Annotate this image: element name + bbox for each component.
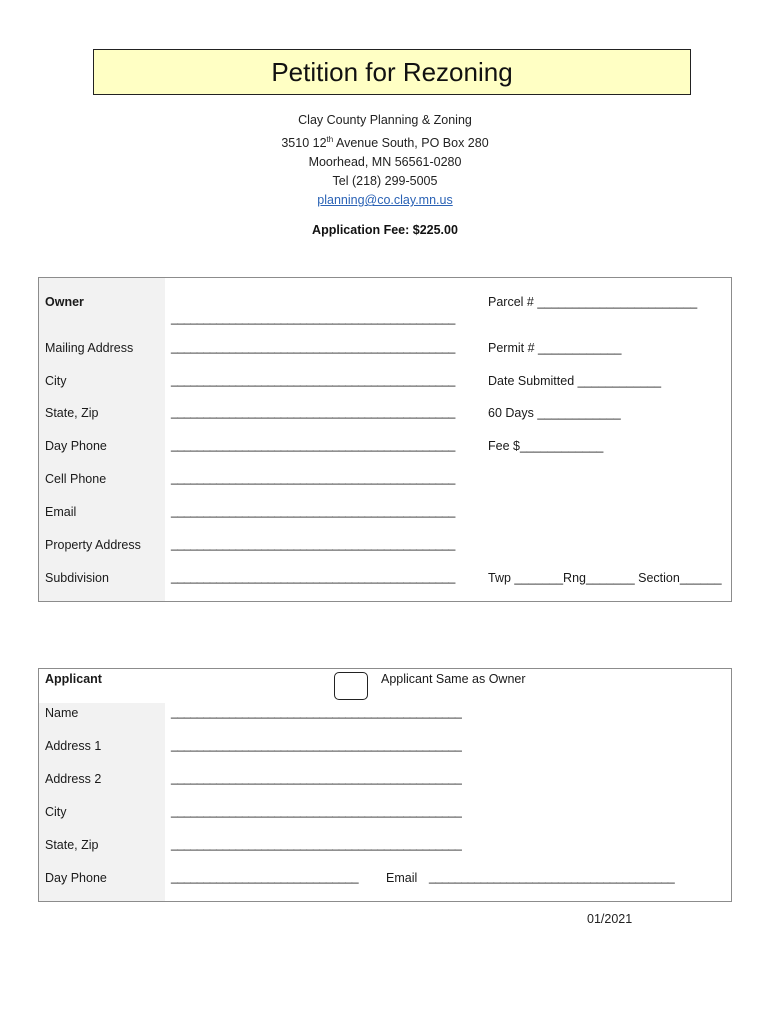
office-email-link[interactable]: planning@co.clay.mn.us — [317, 193, 453, 208]
applicant-state-zip-field[interactable]: _____________________________________________ — [171, 837, 462, 851]
subdivision-field[interactable]: ____________________________________________ — [171, 570, 455, 584]
applicant-name-label: Name — [45, 706, 79, 720]
office-city-line: Moorhead, MN 56561-0280 — [308, 155, 462, 170]
applicant-email-field[interactable]: ______________________________________ — [429, 870, 675, 884]
office-street — [0, 130, 770, 153]
state-zip-label: State, Zip — [45, 406, 99, 420]
date-submitted-field[interactable]: Date Submitted ____________ — [488, 374, 662, 388]
page-title — [93, 49, 691, 95]
email-field[interactable]: ____________________________________________ — [171, 504, 455, 518]
applicant-address2-label: Address 2 — [45, 772, 102, 786]
state-zip-field[interactable]: ____________________________________________ — [171, 405, 455, 419]
applicant-heading: Applicant — [45, 672, 102, 686]
mailing-address-label: Mailing Address — [45, 341, 134, 355]
applicant-address1-label: Address 1 — [45, 739, 102, 753]
applicant-section — [38, 668, 732, 902]
applicant-address2-field[interactable]: _____________________________________________ — [171, 771, 462, 785]
applicant-state-zip-label: State, Zip — [45, 838, 99, 852]
applicant-email-label: Email — [386, 871, 418, 885]
street-number: 3510 12 — [281, 136, 327, 151]
applicant-city-label: City — [45, 805, 67, 819]
mailing-address-field[interactable]: ____________________________________________ — [171, 340, 455, 354]
property-address-field[interactable]: ____________________________________________ — [171, 537, 455, 551]
same-as-owner-label: Applicant Same as Owner — [381, 672, 526, 686]
street-rest: Avenue South, PO Box 280 — [333, 136, 489, 151]
twp-rng-section-field[interactable]: Twp _______Rng_______ Section______ — [488, 571, 722, 585]
page-title-text: Petition for Rezoning — [271, 56, 513, 87]
applicant-city-field[interactable]: _____________________________________________ — [171, 804, 462, 818]
owner-heading: Owner — [45, 295, 84, 309]
cell-phone-field[interactable]: ____________________________________________ — [171, 471, 455, 485]
parcel-number-field[interactable]: Parcel # _______________________ — [488, 295, 698, 309]
office-address-block — [0, 111, 770, 210]
owner-name-field[interactable]: ____________________________________________ — [171, 311, 455, 325]
same-as-owner-checkbox[interactable] — [334, 672, 368, 700]
day-phone-label: Day Phone — [45, 439, 107, 453]
subdivision-label: Subdivision — [45, 571, 109, 585]
applicant-day-phone-field[interactable]: _____________________________ — [171, 870, 359, 884]
applicant-name-field[interactable]: _____________________________________________ — [171, 705, 462, 719]
day-phone-field[interactable]: ____________________________________________ — [171, 438, 455, 452]
owner-section — [38, 277, 732, 602]
application-fee: Application Fee: $225.00 — [312, 223, 458, 237]
property-address-label: Property Address — [45, 538, 141, 552]
applicant-address1-field[interactable]: _____________________________________________ — [171, 738, 462, 752]
applicant-day-phone-label: Day Phone — [45, 871, 107, 885]
city-field[interactable]: ____________________________________________ — [171, 373, 455, 387]
email-label: Email — [45, 505, 77, 519]
cell-phone-label: Cell Phone — [45, 472, 107, 486]
street-suffix: th — [326, 135, 334, 144]
permit-number-field[interactable]: Permit # ____________ — [488, 341, 622, 355]
office-phone: Tel (218) 299-5005 — [332, 174, 438, 189]
city-label: City — [45, 374, 67, 388]
sixty-days-field[interactable]: 60 Days ____________ — [488, 406, 621, 420]
form-revision-date: 01/2021 — [587, 912, 633, 926]
office-name: Clay County Planning & Zoning — [298, 113, 472, 127]
fee-field[interactable]: Fee $____________ — [488, 439, 604, 453]
